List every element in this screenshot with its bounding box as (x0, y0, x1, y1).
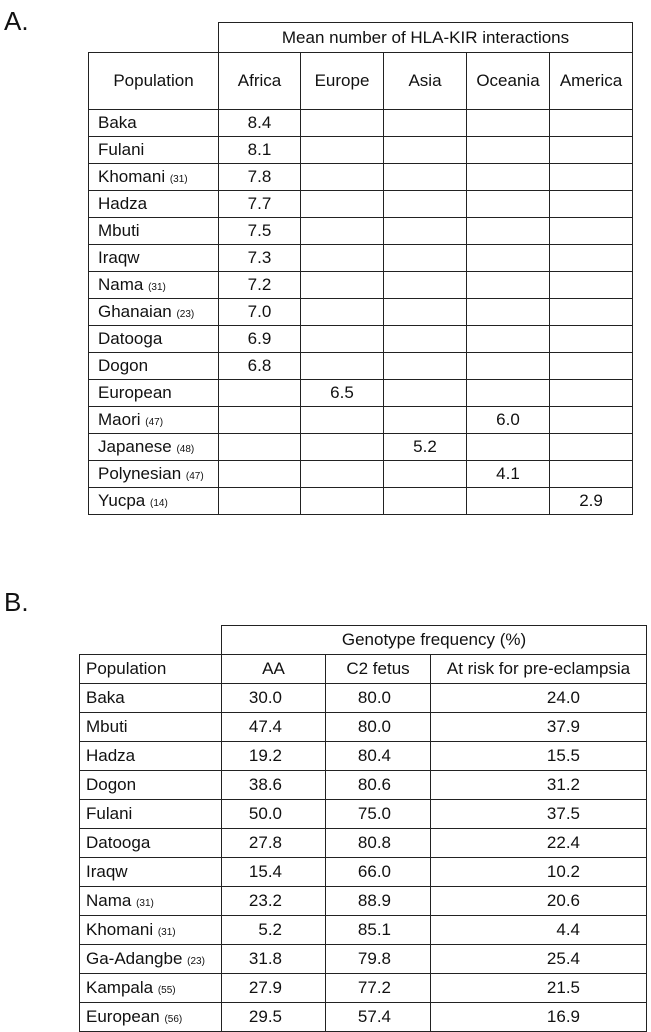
region-column-header: America (550, 53, 633, 110)
table-row (89, 488, 633, 515)
interaction-value-cell (301, 407, 384, 434)
table-row (80, 974, 647, 1003)
interaction-value-cell (550, 191, 633, 218)
interaction-value-cell (467, 488, 550, 515)
population-cell (89, 272, 219, 299)
table-row (89, 164, 633, 191)
table-row (80, 829, 647, 858)
region-column-header: Africa (219, 53, 301, 110)
population-cell (89, 245, 219, 272)
group-header: Genotype frequency (%) (222, 626, 647, 655)
frequency-value-cell: 79.8 (326, 945, 431, 974)
interaction-value-cell: 7.2 (219, 272, 301, 299)
reference-number: (23) (187, 956, 205, 967)
frequency-value-cell: 80.8 (326, 829, 431, 858)
column-header: C2 fetus (326, 655, 431, 684)
interaction-value-cell: 7.3 (219, 245, 301, 272)
interaction-value-cell: 6.9 (219, 326, 301, 353)
population-name: Ga-Adangbe (86, 949, 183, 968)
frequency-value-cell: 10.2 (431, 858, 647, 887)
table-row (80, 713, 647, 742)
interaction-value-cell (301, 191, 384, 218)
population-name: Baka (86, 688, 125, 707)
population-cell (80, 800, 222, 829)
population-cell (80, 916, 222, 945)
population-name: Khomani (86, 920, 154, 939)
interaction-value-cell (550, 245, 633, 272)
reference-number: (56) (164, 1014, 183, 1025)
panel-b-label: B. (4, 587, 29, 617)
interaction-value-cell (384, 218, 467, 245)
table-row (89, 434, 633, 461)
population-cell (89, 299, 219, 326)
population-name: Datooga (98, 329, 163, 348)
interaction-value-cell (301, 299, 384, 326)
interaction-value-cell (550, 137, 633, 164)
frequency-value-cell: 38.6 (222, 771, 326, 800)
frequency-value-cell: 5.2 (222, 916, 326, 945)
interaction-value-cell: 7.7 (219, 191, 301, 218)
population-cell (80, 713, 222, 742)
population-cell (80, 858, 222, 887)
interaction-value-cell: 6.8 (219, 353, 301, 380)
table-row (89, 326, 633, 353)
population-cell (80, 945, 222, 974)
interaction-value-cell (384, 110, 467, 137)
column-header: At risk for pre-eclampsia (431, 655, 647, 684)
table-row (80, 742, 647, 771)
interaction-value-cell (467, 137, 550, 164)
frequency-value-cell: 24.0 (431, 684, 647, 713)
table-row (89, 137, 633, 164)
interaction-value-cell (301, 137, 384, 164)
interaction-value-cell (384, 272, 467, 299)
interaction-value-cell: 5.2 (384, 434, 467, 461)
population-name: Baka (98, 113, 137, 132)
reference-number: (31) (148, 282, 166, 293)
frequency-value-cell: 37.5 (431, 800, 647, 829)
reference-number: (55) (157, 985, 176, 996)
interaction-value-cell (384, 299, 467, 326)
population-name: Japanese (98, 437, 172, 456)
population-name: Iraqw (86, 862, 128, 881)
interaction-value-cell (384, 326, 467, 353)
interaction-value-cell (467, 353, 550, 380)
interaction-value-cell (550, 326, 633, 353)
interaction-value-cell (384, 461, 467, 488)
population-cell (80, 829, 222, 858)
interaction-value-cell (550, 380, 633, 407)
population-name: Dogon (86, 775, 137, 794)
table-row (80, 771, 647, 800)
population-cell (89, 164, 219, 191)
interaction-value-cell (219, 488, 301, 515)
population-cell (89, 326, 219, 353)
group-header: Mean number of HLA-KIR interactions (219, 23, 633, 53)
frequency-value-cell: 80.0 (326, 713, 431, 742)
frequency-value-cell: 85.1 (326, 916, 431, 945)
reference-number: (23) (176, 309, 195, 320)
frequency-value-cell: 20.6 (431, 887, 647, 916)
table-row (80, 858, 647, 887)
population-name: Nama (86, 891, 132, 910)
frequency-value-cell: 4.4 (431, 916, 647, 945)
interaction-value-cell (467, 245, 550, 272)
table-row (80, 887, 647, 916)
table-row (80, 684, 647, 713)
interaction-value-cell (550, 434, 633, 461)
frequency-value-cell: 80.6 (326, 771, 431, 800)
population-cell (89, 461, 219, 488)
frequency-value-cell: 47.4 (222, 713, 326, 742)
interaction-value-cell: 6.5 (301, 380, 384, 407)
population-name: Ghanaian (98, 302, 172, 321)
population-name: Iraqw (98, 248, 140, 267)
header-spacer (80, 626, 222, 655)
frequency-value-cell: 22.4 (431, 829, 647, 858)
table-row (89, 191, 633, 218)
population-name: Hadza (98, 194, 148, 213)
interaction-value-cell (550, 272, 633, 299)
frequency-value-cell: 75.0 (326, 800, 431, 829)
table-row (80, 800, 647, 829)
frequency-value-cell: 23.2 (222, 887, 326, 916)
table-row (89, 353, 633, 380)
frequency-value-cell: 50.0 (222, 800, 326, 829)
population-cell (89, 218, 219, 245)
interaction-value-cell (550, 299, 633, 326)
interaction-value-cell (550, 461, 633, 488)
interaction-value-cell (467, 272, 550, 299)
population-name: European (98, 383, 172, 402)
table-row (80, 1003, 647, 1032)
region-column-header: Asia (384, 53, 467, 110)
interaction-value-cell (467, 191, 550, 218)
interaction-value-cell (550, 218, 633, 245)
interaction-value-cell (219, 407, 301, 434)
population-cell (80, 887, 222, 916)
interaction-value-cell: 6.0 (467, 407, 550, 434)
table-row (89, 407, 633, 434)
interaction-value-cell (384, 380, 467, 407)
frequency-value-cell: 88.9 (326, 887, 431, 916)
table-row (89, 299, 633, 326)
interaction-value-cell: 2.9 (550, 488, 633, 515)
interaction-value-cell (384, 245, 467, 272)
interaction-value-cell (384, 353, 467, 380)
frequency-value-cell: 27.9 (222, 974, 326, 1003)
header-spacer (89, 23, 219, 53)
interaction-value-cell (301, 245, 384, 272)
table-row (80, 916, 647, 945)
population-cell (89, 488, 219, 515)
frequency-value-cell: 31.8 (222, 945, 326, 974)
interaction-value-cell: 8.4 (219, 110, 301, 137)
interaction-value-cell (219, 461, 301, 488)
interaction-value-cell (467, 299, 550, 326)
table-row (89, 110, 633, 137)
interaction-value-cell (301, 164, 384, 191)
population-cell (80, 974, 222, 1003)
panel-a-label: A. (4, 6, 29, 36)
interaction-value-cell: 7.5 (219, 218, 301, 245)
interaction-value-cell (301, 461, 384, 488)
column-header: AA (222, 655, 326, 684)
population-cell (89, 191, 219, 218)
interaction-value-cell (219, 380, 301, 407)
interaction-value-cell (301, 110, 384, 137)
population-cell (80, 1003, 222, 1032)
interaction-value-cell (384, 164, 467, 191)
frequency-value-cell: 30.0 (222, 684, 326, 713)
interaction-value-cell (467, 164, 550, 191)
population-cell (80, 771, 222, 800)
frequency-value-cell: 29.5 (222, 1003, 326, 1032)
frequency-value-cell: 15.4 (222, 858, 326, 887)
reference-number: (31) (169, 174, 188, 185)
interaction-value-cell (384, 407, 467, 434)
population-name: Dogon (98, 356, 149, 375)
frequency-value-cell: 66.0 (326, 858, 431, 887)
interaction-value-cell (301, 353, 384, 380)
population-cell (89, 137, 219, 164)
frequency-value-cell: 37.9 (431, 713, 647, 742)
interaction-value-cell (467, 380, 550, 407)
column-header: Population (80, 655, 222, 684)
region-column-header: Oceania (467, 53, 550, 110)
population-name: Fulani (86, 804, 133, 823)
frequency-value-cell: 27.8 (222, 829, 326, 858)
frequency-value-cell: 21.5 (431, 974, 647, 1003)
interaction-value-cell (467, 326, 550, 353)
hla-kir-interactions-table (88, 22, 633, 515)
interaction-value-cell (301, 326, 384, 353)
interaction-value-cell: 7.8 (219, 164, 301, 191)
interaction-value-cell: 7.0 (219, 299, 301, 326)
frequency-value-cell: 80.4 (326, 742, 431, 771)
interaction-value-cell (550, 164, 633, 191)
interaction-value-cell (384, 488, 467, 515)
interaction-value-cell: 4.1 (467, 461, 550, 488)
reference-number: (48) (176, 444, 195, 455)
frequency-value-cell: 80.0 (326, 684, 431, 713)
population-name: Hadza (86, 746, 136, 765)
reference-number: (14) (150, 498, 168, 509)
interaction-value-cell (301, 272, 384, 299)
population-cell (89, 380, 219, 407)
population-cell (89, 434, 219, 461)
interaction-value-cell (384, 137, 467, 164)
interaction-value-cell (467, 218, 550, 245)
population-name: Nama (98, 275, 144, 294)
population-name: Kampala (86, 978, 154, 997)
population-name: Mbuti (86, 717, 128, 736)
reference-number: (31) (136, 898, 154, 909)
population-name: Fulani (98, 140, 145, 159)
frequency-value-cell: 15.5 (431, 742, 647, 771)
interaction-value-cell (550, 110, 633, 137)
table-row (89, 461, 633, 488)
population-name: Maori (98, 410, 141, 429)
table-row (80, 945, 647, 974)
frequency-value-cell: 19.2 (222, 742, 326, 771)
reference-number: (31) (157, 927, 176, 938)
interaction-value-cell (301, 218, 384, 245)
population-name: European (86, 1007, 160, 1026)
population-cell (89, 110, 219, 137)
population-name: Yucpa (98, 491, 146, 510)
interaction-value-cell (550, 407, 633, 434)
table-row (89, 218, 633, 245)
interaction-value-cell (384, 191, 467, 218)
interaction-value-cell (301, 488, 384, 515)
table-row (89, 272, 633, 299)
reference-number: (47) (185, 471, 204, 482)
interaction-value-cell (219, 434, 301, 461)
interaction-value-cell (550, 353, 633, 380)
frequency-value-cell: 16.9 (431, 1003, 647, 1032)
interaction-value-cell: 8.1 (219, 137, 301, 164)
interaction-value-cell (467, 434, 550, 461)
population-name: Mbuti (98, 221, 140, 240)
population-cell (89, 407, 219, 434)
population-cell (80, 684, 222, 713)
population-name: Polynesian (98, 464, 182, 483)
table-row (89, 245, 633, 272)
region-column-header: Europe (301, 53, 384, 110)
population-cell (80, 742, 222, 771)
table-row (89, 380, 633, 407)
population-cell (89, 353, 219, 380)
frequency-value-cell: 57.4 (326, 1003, 431, 1032)
population-name: Datooga (86, 833, 151, 852)
population-name: Khomani (98, 167, 166, 186)
interaction-value-cell (467, 110, 550, 137)
frequency-value-cell: 25.4 (431, 945, 647, 974)
reference-number: (47) (145, 417, 164, 428)
population-column-header: Population (89, 53, 219, 110)
frequency-value-cell: 31.2 (431, 771, 647, 800)
genotype-frequency-table (79, 625, 647, 1032)
frequency-value-cell: 77.2 (326, 974, 431, 1003)
interaction-value-cell (301, 434, 384, 461)
